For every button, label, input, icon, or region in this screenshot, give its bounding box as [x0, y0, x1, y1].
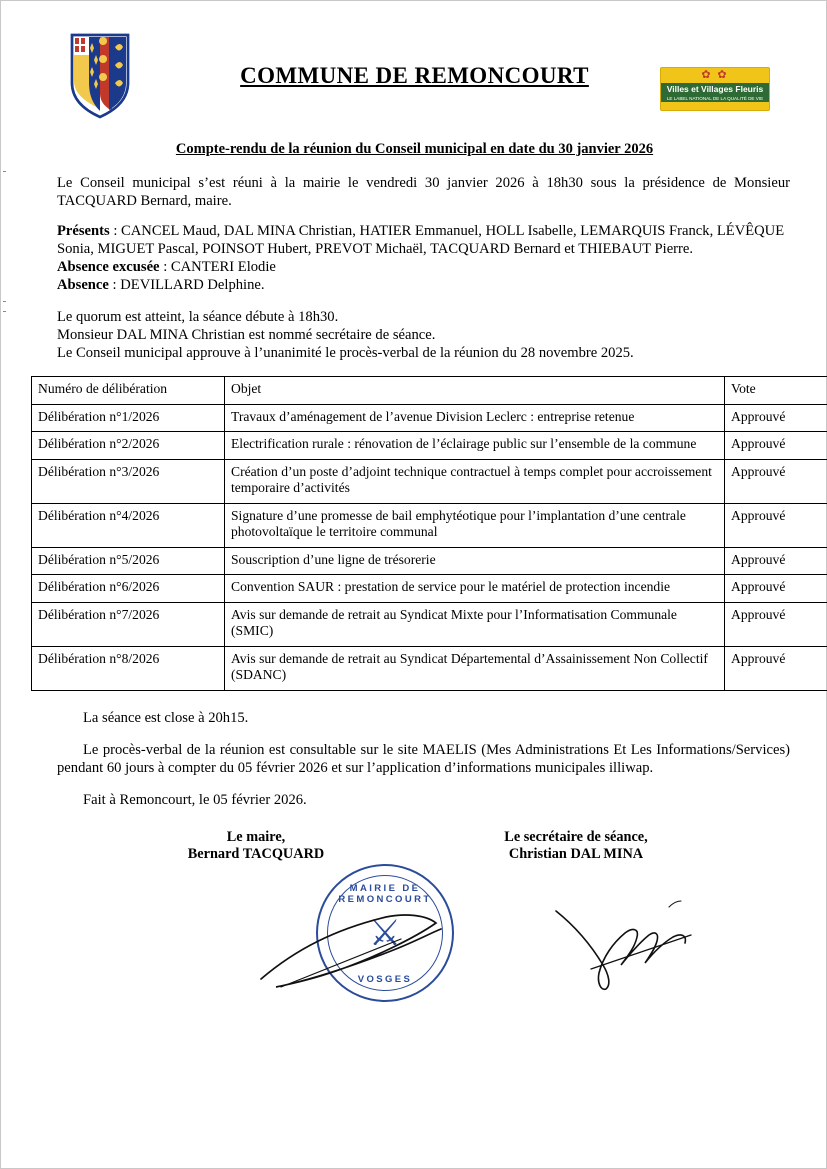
- session-end-line: La séance est close à 20h15.: [83, 709, 249, 726]
- attendance-block: [31, 222, 798, 294]
- cell-vote: Approuvé: [725, 602, 827, 646]
- cell-objet: Travaux d’aménagement de l’avenue Division Leclerc : entreprise retenue: [225, 404, 725, 432]
- cell-numero: Délibération n°7/2026: [32, 602, 225, 646]
- cell-numero: Délibération n°5/2026: [32, 547, 225, 575]
- present-line: [57, 222, 790, 258]
- mayor-role: Le maire,: [226, 828, 286, 845]
- excused-text: : CANTERI Elodie: [159, 259, 276, 275]
- cell-objet: Avis sur demande de retrait au Syndicat Départemental d’Assainissement Non Collectif (SDANC): [225, 646, 725, 690]
- absent-text: : DEVILLARD Delphine.: [108, 277, 265, 293]
- stamp-bottom-text: VOSGES: [357, 973, 413, 985]
- document-content: [31, 23, 798, 1019]
- present-label: Présents: [57, 223, 110, 239]
- cell-vote: Approuvé: [725, 459, 827, 503]
- absent-line: [57, 276, 790, 294]
- column-header-vote: Vote: [725, 377, 827, 405]
- mayor-name: Bernard TACQUARD: [187, 845, 325, 862]
- table-row: [32, 575, 827, 603]
- cell-objet: Electrification rurale : rénovation de l’éclairage public sur l’ensemble de la commune: [225, 432, 725, 460]
- signature-area: [31, 829, 798, 1019]
- cell-vote: Approuvé: [725, 646, 827, 690]
- cell-vote: Approuvé: [725, 432, 827, 460]
- cell-vote: Approuvé: [725, 404, 827, 432]
- page-title: COMMUNE DE REMONCOURT: [240, 63, 589, 88]
- absent-label: Absence: [57, 277, 109, 293]
- excused-line: [57, 258, 790, 276]
- signature-block-secretary: [461, 829, 691, 863]
- stamp-figure-icon: ⚔: [368, 912, 402, 953]
- table-row: [32, 646, 827, 690]
- present-text: : CANCEL Maud, DAL MINA Christian, HATIER Emmanuel, HOLL Isabelle, LEMARQUIS Franck, LÉVÊQUE Sonia, MIGUET Pascal, POINSOT Hubert, PREVOT Michaël, TACQUARD Bernard et THIEBAUT Pierre.: [57, 223, 785, 257]
- cell-objet: Signature d’une promesse de bail emphytéotique pour l’implantation d’une centrale photovoltaïque le territoire communal: [225, 503, 725, 547]
- place-date-line: Fait à Remoncourt, le 05 février 2026.: [83, 791, 307, 808]
- mayor-signature-ink: [256, 909, 466, 999]
- quorum-block: [31, 308, 798, 362]
- cell-vote: Approuvé: [725, 575, 827, 603]
- table-row: [32, 432, 827, 460]
- intro-paragraph: Le Conseil municipal s’est réuni à la mairie le vendredi 30 janvier 2026 à 18h30 sous la présidence de Monsieur TACQUARD Bernard, maire.: [57, 175, 790, 209]
- cell-numero: Délibération n°3/2026: [32, 459, 225, 503]
- villes-villages-fleuris-logo: [660, 67, 770, 111]
- deliberations-table: [31, 376, 827, 691]
- flowers-icon: ✿ ✿: [701, 69, 729, 81]
- stamp-top-text: MAIRIE DE REMONCOURT: [338, 882, 432, 905]
- closing-block: [31, 709, 798, 809]
- document-header: [31, 23, 798, 135]
- quorum-line-3: Le Conseil municipal approuve à l’unanimité le procès-verbal de la réunion du 28 novembre 2025.: [57, 345, 634, 361]
- excused-label: Absence excusée: [57, 259, 160, 275]
- publication-paragraph: Le procès-verbal de la réunion est consultable sur le site MAELIS (Mes Administrations Et Les Informations/Services) pendant 60 jours à compter du 05 février 2026 et sur l’application d’informations municipales illiwap.: [57, 741, 790, 776]
- table-row: [32, 503, 827, 547]
- column-header-objet: Objet: [225, 377, 725, 405]
- quorum-line-2: Monsieur DAL MINA Christian est nommé secrétaire de séance.: [57, 327, 436, 343]
- cell-numero: Délibération n°2/2026: [32, 432, 225, 460]
- table-header-row: [32, 377, 827, 405]
- quorum-line-1: Le quorum est atteint, la séance débute à 18h30.: [57, 309, 339, 325]
- document-subtitle: Compte-rendu de la réunion du Conseil municipal en date du 30 janvier 2026: [175, 141, 654, 157]
- table-row: [32, 404, 827, 432]
- table-row: [32, 459, 827, 503]
- table-row: [32, 602, 827, 646]
- cell-numero: Délibération n°4/2026: [32, 503, 225, 547]
- secretary-name: Christian DAL MINA: [508, 845, 644, 862]
- cell-objet: Convention SAUR : prestation de service pour le matériel de protection incendie: [225, 575, 725, 603]
- column-header-numero: Numéro de délibération: [32, 377, 225, 405]
- signature-block-mayor: [151, 829, 361, 863]
- table-row: [32, 547, 827, 575]
- cell-objet: Création d’un poste d’adjoint technique contractuel à temps complet pour accroissement temporaire d’activités: [225, 459, 725, 503]
- cell-numero: Délibération n°1/2026: [32, 404, 225, 432]
- cell-objet: Avis sur demande de retrait au Syndicat Mixte pour l’Informatisation Communale (SMIC): [225, 602, 725, 646]
- cell-objet: Souscription d’une ligne de trésorerie: [225, 547, 725, 575]
- fleurs-sublabel: LE LABEL NATIONAL DE LA QUALITÉ DE VIE: [661, 95, 769, 102]
- cell-vote: Approuvé: [725, 503, 827, 547]
- cell-numero: Délibération n°6/2026: [32, 575, 225, 603]
- cell-numero: Délibération n°8/2026: [32, 646, 225, 690]
- secretary-role: Le secrétaire de séance,: [504, 828, 648, 845]
- cell-vote: Approuvé: [725, 547, 827, 575]
- secretary-signature-ink: [551, 899, 701, 999]
- fleurs-label: Villes et Villages Fleuris: [661, 83, 769, 95]
